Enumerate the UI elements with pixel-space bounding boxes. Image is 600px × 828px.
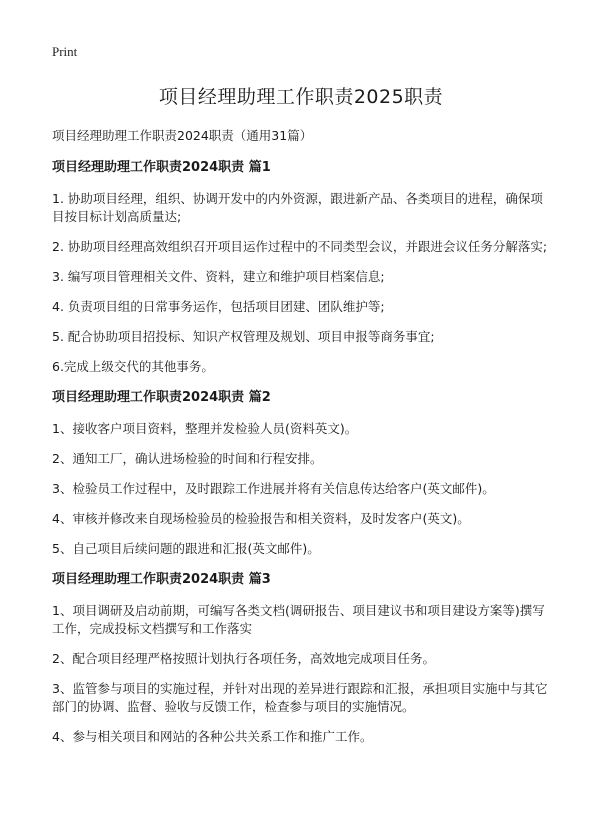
list-item: 4、参与相关项目和网站的各种公共关系工作和推广工作。 xyxy=(52,729,373,744)
list-item: 5、自己项目后续问题的跟进和汇报(英文邮件)。 xyxy=(52,541,320,556)
page-title: 项目经理助理工作职责2025职责 xyxy=(158,86,444,108)
list-item: 2. 协助项目经理高效组织召开项目运作过程中的不同类型会议，并跟进会议任务分解落实; xyxy=(52,239,548,254)
list-item: 1、接收客户项目资料，整理并发检验人员(资料英文)。 xyxy=(52,421,358,436)
list-item: 3、检验员工作过程中，及时跟踪工作进展并将有关信息传达给客户(英文邮件)。 xyxy=(52,481,495,496)
list-item: 6.完成上级交代的其他事务。 xyxy=(52,359,214,374)
list-item: 1、项目调研及启动前期，可编写各类文档(调研报告、项目建议书和项目建设方案等)撰写工作，完成投标文档撰写和工作落实 xyxy=(52,603,545,636)
list-item: 5. 配合协助项目招投标、知识产权管理及规划、项目申报等商务事宜; xyxy=(52,329,435,344)
section-2 xyxy=(52,388,550,558)
document-subtitle: 项目经理助理工作职责2024职责（通用31篇） xyxy=(52,128,313,143)
print-link[interactable]: Print xyxy=(52,44,78,59)
section-1 xyxy=(52,158,550,376)
section-heading: 项目经理助理工作职责2024职责 篇3 xyxy=(52,572,271,587)
list-item: 4. 负责项目组的日常事务运作，包括项目团建、团队维护等; xyxy=(52,299,385,314)
section-3 xyxy=(52,570,550,746)
list-item: 3、监管参与项目的实施过程，并针对出现的差异进行跟踪和汇报，承担项目实施中与其它部门的协调、监督、验收与反馈工作，检查参与项目的实施情况。 xyxy=(52,681,548,714)
list-item: 2、通知工厂，确认进场检验的时间和行程安排。 xyxy=(52,451,323,466)
section-heading: 项目经理助理工作职责2024职责 篇1 xyxy=(52,160,271,175)
list-item: 4、审核并修改来自现场检验员的检验报告和相关资料，及时发客户(英文)。 xyxy=(52,511,470,526)
list-item: 3. 编写项目管理相关文件、资料，建立和维护项目档案信息; xyxy=(52,269,385,284)
list-item: 1. 协助项目经理，组织、协调开发中的内外资源，跟进新产品、各类项目的进程，确保项目按目标计划高质量达; xyxy=(52,191,543,224)
section-heading: 项目经理助理工作职责2024职责 篇2 xyxy=(52,390,271,405)
list-item: 2、配合项目经理严格按照计划执行各项任务，高效地完成项目任务。 xyxy=(52,651,435,666)
